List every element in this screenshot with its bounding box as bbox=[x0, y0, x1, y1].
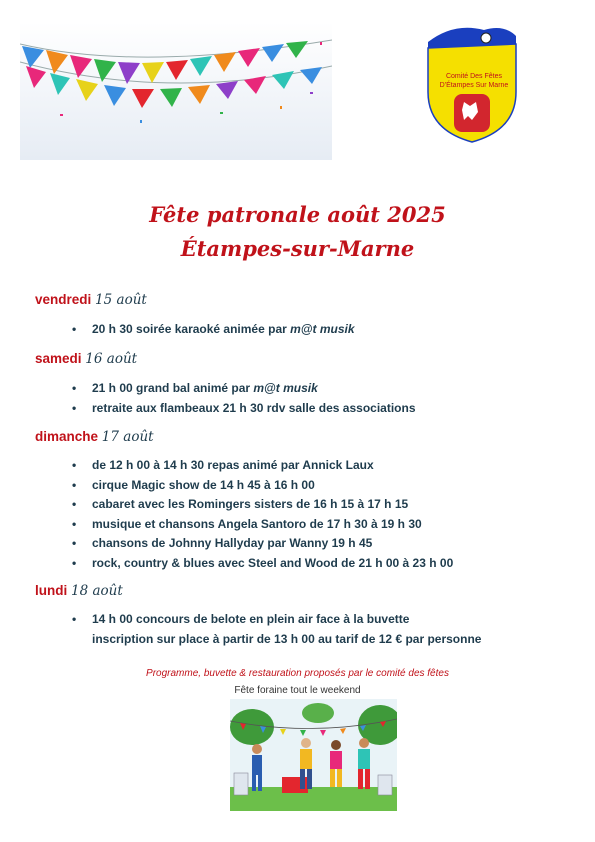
day-date: 15 août bbox=[95, 292, 147, 308]
list-item: • de 12 h 00 à 14 h 30 repas animé par Annick Laux bbox=[72, 456, 453, 476]
day-date: 18 août bbox=[71, 583, 123, 599]
bullet-icon: • bbox=[72, 400, 77, 415]
day-heading-vendredi bbox=[35, 292, 147, 308]
party-illustration-image bbox=[230, 699, 397, 811]
day-heading-samedi bbox=[35, 351, 137, 367]
list-item: • musique et chansons Angela Santoro de 17 h 30 à 19 h 30 bbox=[72, 515, 453, 535]
day-name: samedi bbox=[35, 351, 82, 366]
bullet-icon: • bbox=[72, 536, 77, 550]
day-name: vendredi bbox=[35, 292, 92, 307]
fete-foraine-note: Fête foraine tout le weekend bbox=[234, 685, 361, 696]
program-list-dimanche bbox=[72, 456, 453, 573]
program-list-samedi bbox=[72, 379, 416, 418]
list-item: • 14 h 00 concours de belote en plein air face à la buvette inscription sur place à partir de 13 h 00 au tarif de 12 € par personne bbox=[72, 612, 482, 646]
title-line1: Fête patronale août 2025 bbox=[149, 202, 446, 227]
comite-logo bbox=[424, 22, 520, 144]
day-name: lundi bbox=[35, 583, 68, 598]
title-line2: Étampes-sur-Marne bbox=[180, 236, 415, 261]
logo-text-line1: Comité Des Fêtes bbox=[445, 73, 503, 80]
bullet-icon: • bbox=[72, 516, 77, 531]
list-item: • retraite aux flambeaux 21 h 30 rdv salle des associations bbox=[72, 399, 416, 419]
programme-note: Programme, buvette & restauration proposés par le comité des fêtes bbox=[146, 668, 449, 679]
list-item: • 21 h 00 grand bal animé par m@t musik bbox=[72, 379, 416, 399]
logo-text-line2: D'Étampes Sur Marne bbox=[439, 82, 509, 89]
day-heading-lundi bbox=[35, 583, 123, 599]
bullet-icon: • bbox=[72, 555, 77, 570]
bullet-icon: • bbox=[72, 497, 77, 511]
list-item: • cabaret avec les Romingers sisters de 16 h 15 à 17 h 15 bbox=[72, 495, 453, 515]
program-list-lundi bbox=[72, 610, 481, 649]
bullet-icon: • bbox=[72, 458, 77, 472]
day-date: 17 août bbox=[101, 429, 154, 445]
bullet-icon: • bbox=[72, 381, 77, 395]
day-heading-dimanche bbox=[35, 429, 154, 445]
bullet-icon: • bbox=[72, 612, 77, 626]
day-name: dimanche bbox=[35, 429, 99, 444]
list-item: • rock, country & blues avec Steel and Wood de 21 h 00 à 23 h 00 bbox=[72, 554, 453, 574]
list-item: • cirque Magic show de 14 h 45 à 16 h 00 bbox=[72, 476, 453, 496]
bullet-icon: • bbox=[72, 322, 77, 336]
program-list-vendredi bbox=[72, 320, 355, 340]
list-item: • chansons de Johnny Hallyday par Wanny 19 h 45 bbox=[72, 534, 453, 554]
bullet-icon: • bbox=[72, 477, 77, 492]
list-item: • 20 h 30 soirée karaoké animée par m@t musik bbox=[72, 320, 355, 340]
day-date: 16 août bbox=[85, 351, 138, 367]
bunting-banner-image bbox=[20, 22, 332, 160]
